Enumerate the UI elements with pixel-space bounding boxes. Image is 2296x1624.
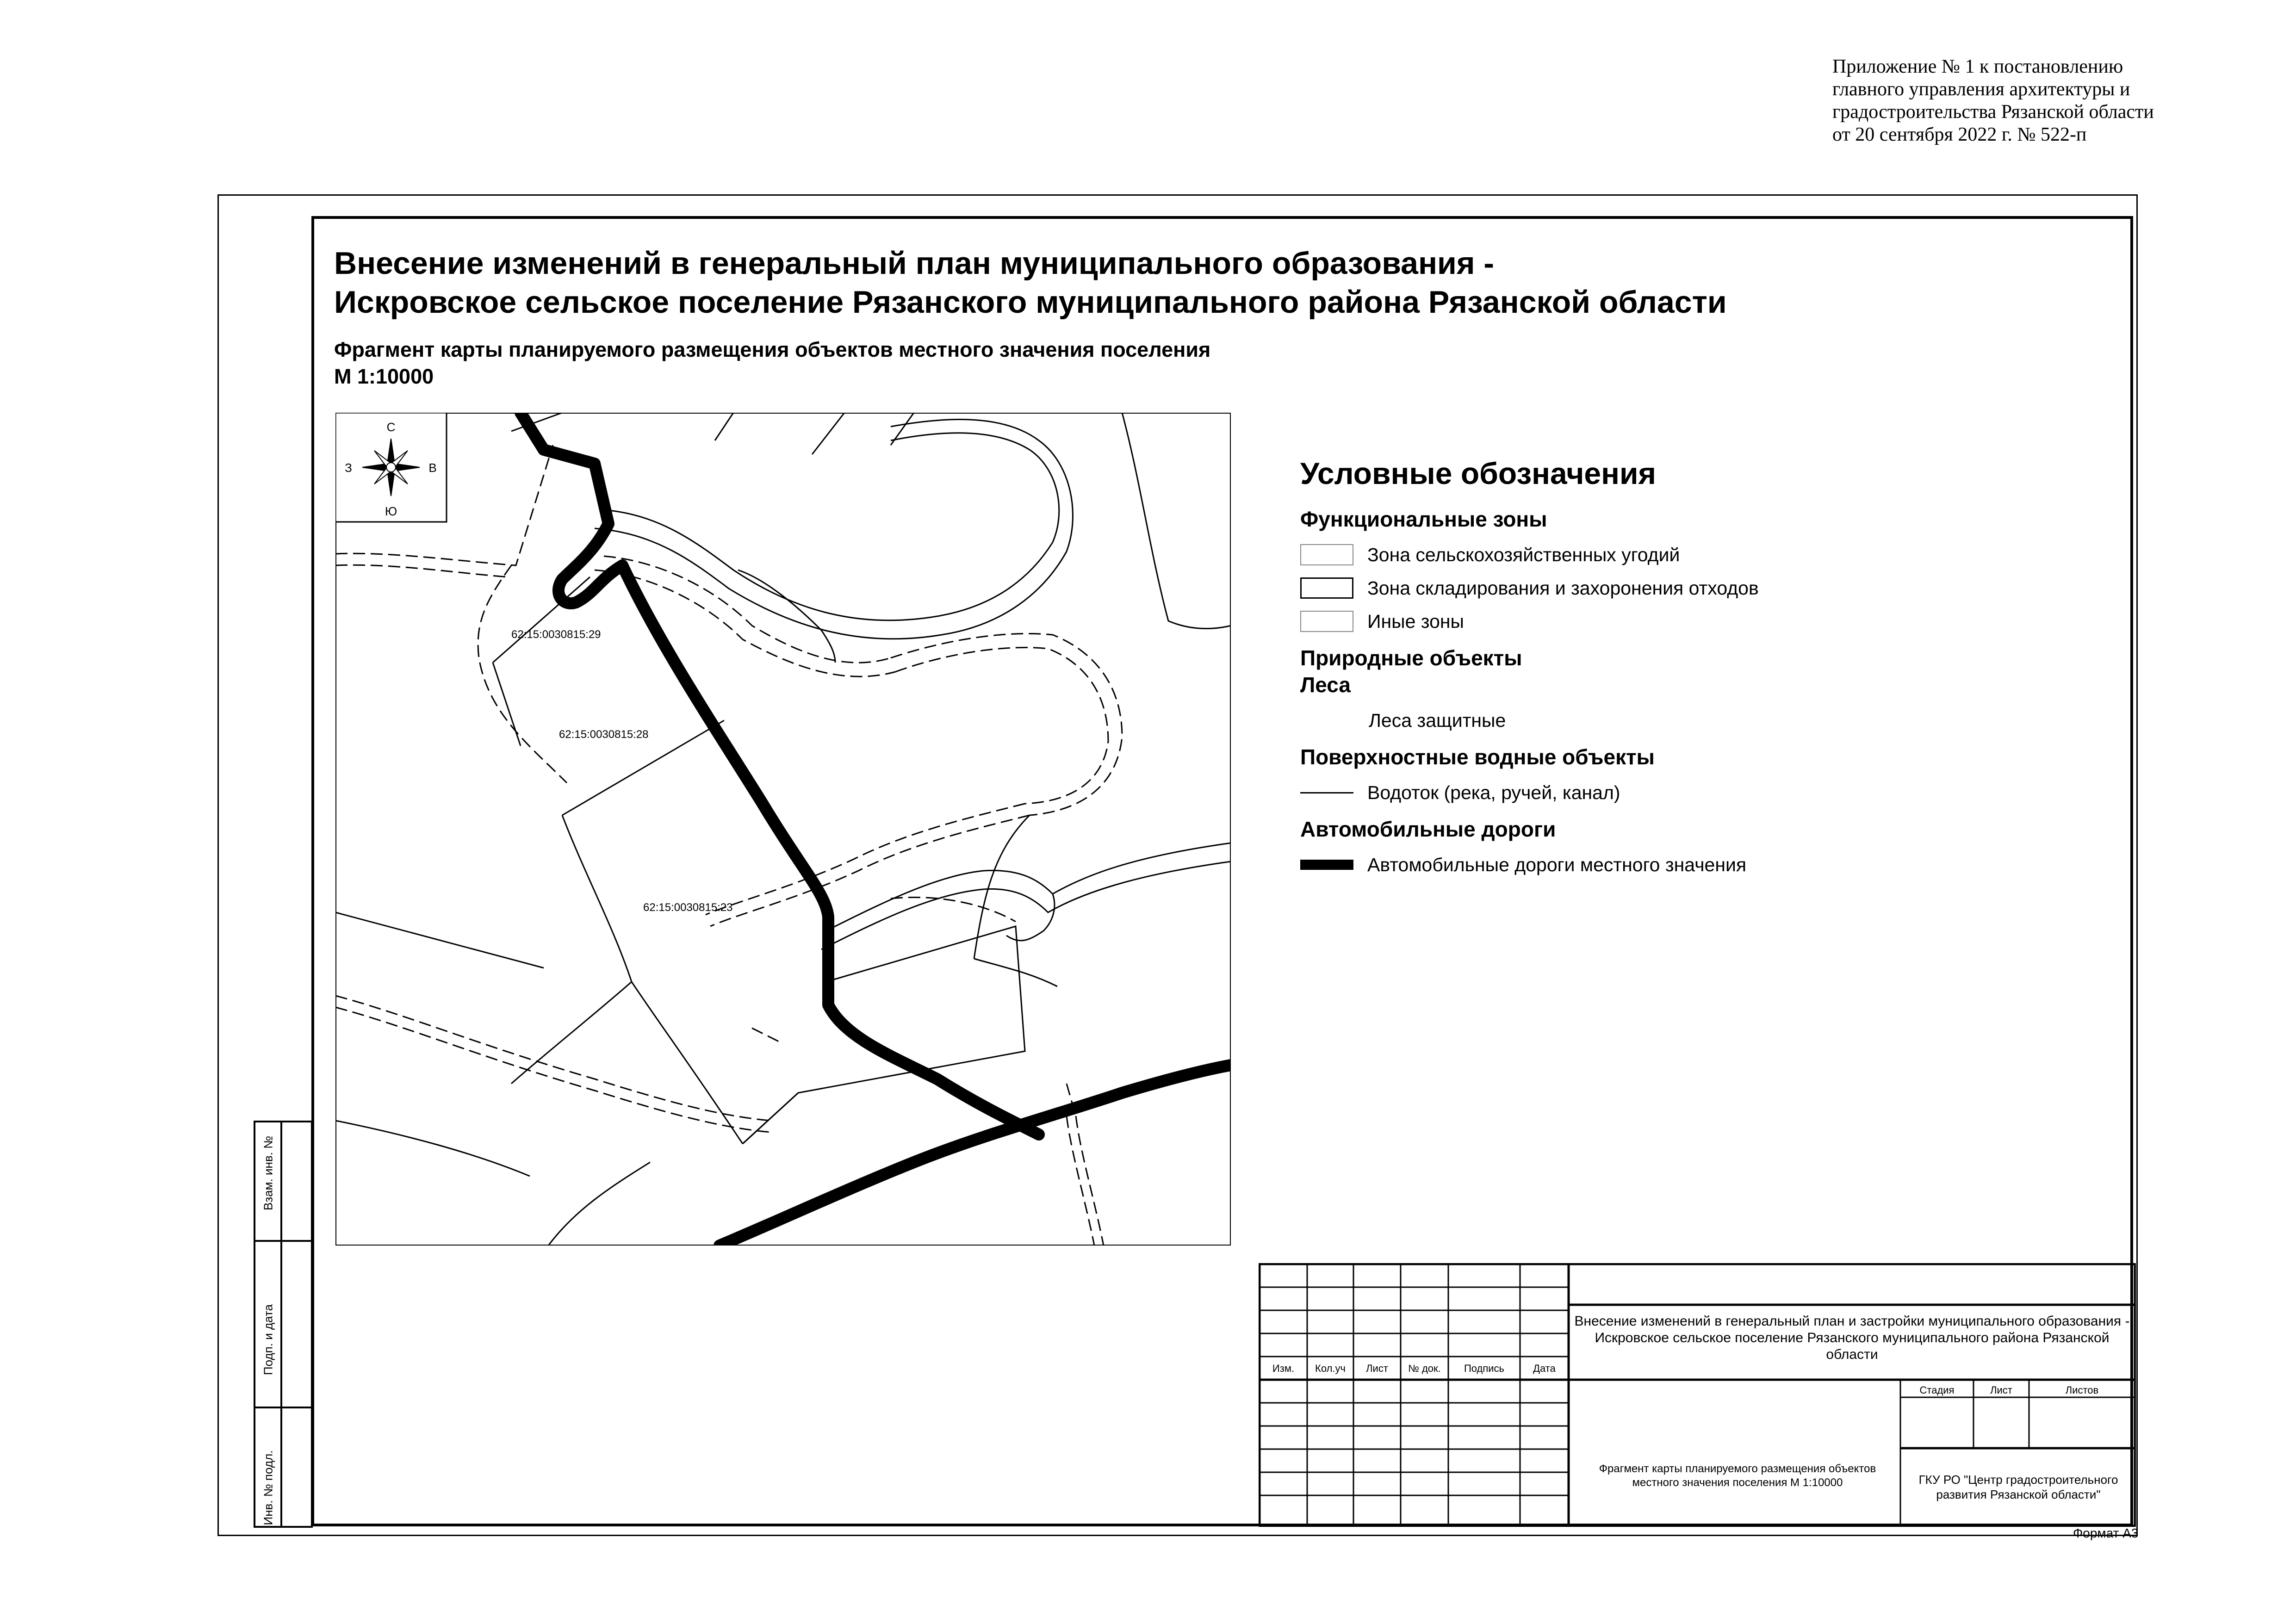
tb-col-izm: Изм.	[1272, 1363, 1295, 1374]
legend-functional-zones-title: Функциональные зоны	[1300, 507, 1547, 531]
appendix-line-3: градостроительства Рязанской области	[1832, 101, 2154, 123]
legend-swatch-local-road	[1300, 860, 1353, 870]
map-scale: М 1:10000	[334, 365, 434, 388]
map-subtitle: Фрагмент карты планируемого размещения объектов местного значения поселения	[334, 338, 1211, 361]
legend-swatch-agricultural	[1300, 544, 1353, 565]
legend-label-local-road: Автомобильные дороги местного значения	[1367, 854, 1747, 875]
legend-item-other-zones	[1300, 605, 1948, 638]
map-title-line-2: Искровское сельское поселение Рязанского муниципального района Рязанской области	[334, 285, 1727, 320]
compass-north-label: С	[386, 420, 396, 434]
side-stamp-inv-orig: Инв. № подл.	[261, 1450, 275, 1525]
legend-swatch-other	[1300, 611, 1353, 632]
legend-item-protective-forest	[1300, 704, 1948, 737]
appendix-header	[1832, 56, 2277, 146]
map-fragment[interactable]	[335, 413, 1231, 1246]
appendix-line-4: от 20 сентября 2022 г. № 522-п	[1832, 124, 2087, 145]
legend-swatch-watercourse	[1300, 792, 1353, 793]
compass-east-label: В	[428, 461, 437, 475]
tb-col-doc: № док.	[1408, 1363, 1441, 1374]
side-stamp-sign-date: Подп. и дата	[261, 1304, 275, 1376]
tb-organization: ГКУ РО "Центр градостроительного развития Рязанской области"	[1918, 1473, 2118, 1501]
legend-forests-title: Леса	[1300, 673, 1351, 697]
legend-label-waste: Зона складирования и захоронения отходов	[1367, 577, 1759, 599]
legend-title: Условные обозначения	[1300, 456, 1657, 490]
tb-col-list: Лист	[1366, 1363, 1388, 1374]
parcel-label-23[interactable]: 62:15:0030815:23	[643, 901, 733, 914]
tb-col-kol: Кол.уч	[1315, 1363, 1346, 1374]
tb-col-date: Дата	[1533, 1363, 1556, 1374]
map-title-line-1: Внесение изменений в генеральный план муниципального образования -	[334, 246, 1495, 281]
legend-label-other: Иные зоны	[1367, 610, 1464, 632]
tb-sheets-header: Листов	[2065, 1384, 2099, 1396]
tb-project-title: Внесение изменений в генеральный план и застройки муниципального образования - Искровское сельское поселение Рязанского муниципального района Рязанской области	[1574, 1314, 2130, 1362]
compass-south-label: Ю	[385, 504, 397, 518]
legend-label-watercourse: Водоток (река, ручей, канал)	[1367, 781, 1620, 803]
legend-label-agricultural: Зона сельскохозяйственных угодий	[1367, 544, 1680, 565]
legend-label-protective-forest: Леса защитные	[1369, 709, 1506, 731]
parcel-label-28[interactable]: 62:15:0030815:28	[559, 728, 649, 741]
appendix-line-2: главного управления архитектуры и	[1832, 79, 2130, 100]
compass-west-label: З	[345, 461, 352, 475]
tb-col-sign: Подпись	[1464, 1363, 1505, 1374]
legend-water-title: Поверхностные водные объекты	[1300, 745, 1655, 769]
compass-rose	[335, 413, 447, 522]
tb-sheet-header: Лист	[1990, 1384, 2012, 1396]
legend-swatch-waste	[1300, 577, 1353, 599]
tb-sheet-name: Фрагмент карты планируемого размещения объектов местного значения поселения М 1:10000	[1599, 1463, 1876, 1489]
tb-stage-header: Стадия	[1919, 1384, 1955, 1396]
format-label: Формат А3	[2073, 1526, 2139, 1540]
appendix-line-1: Приложение № 1 к постановлению	[1832, 56, 2123, 77]
side-stamp-inv-sub: Взам. инв. №	[261, 1135, 275, 1211]
parcel-label-29[interactable]: 62:15:0030815:29	[511, 628, 601, 641]
legend-item-agricultural-zone	[1300, 538, 1948, 571]
legend-natural-title: Природные объекты	[1300, 646, 1522, 670]
legend	[1300, 456, 1948, 881]
legend-item-watercourse	[1300, 776, 1948, 809]
legend-roads-title: Автомобильные дороги	[1300, 817, 1556, 841]
legend-item-waste-zone	[1300, 571, 1948, 605]
legend-item-local-road	[1300, 848, 1948, 881]
